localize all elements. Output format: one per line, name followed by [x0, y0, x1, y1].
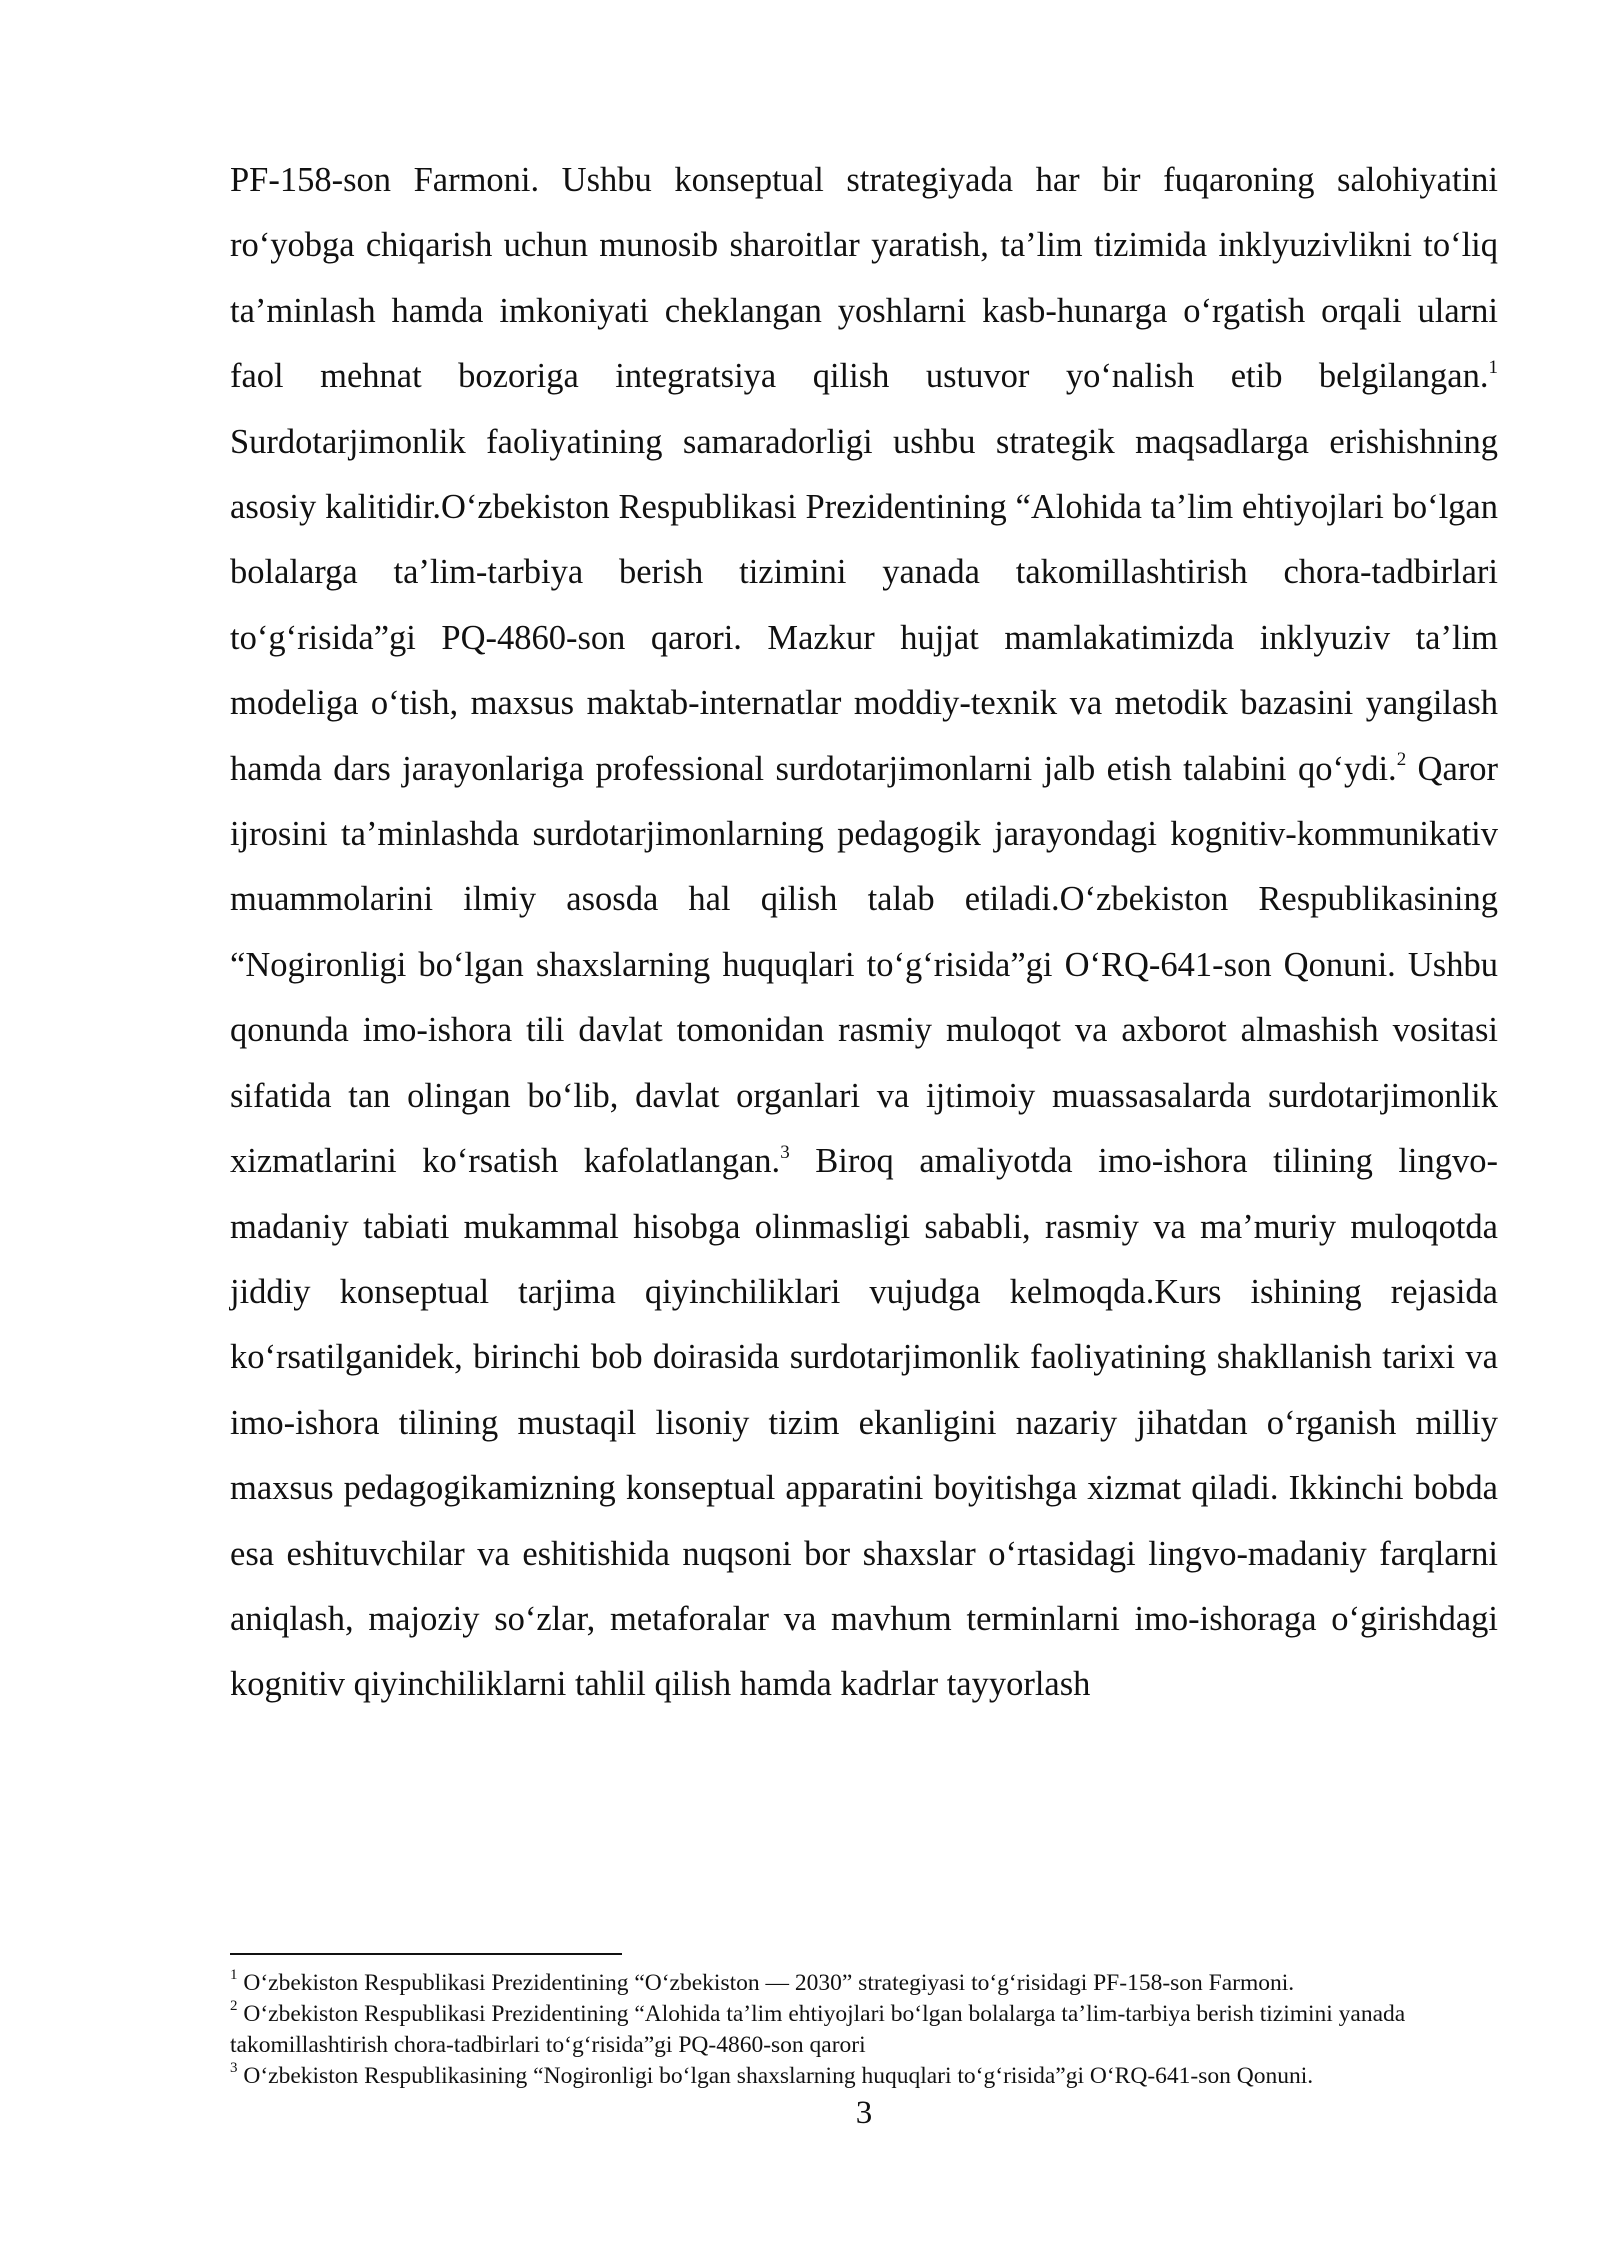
body-paragraph — [230, 148, 1498, 1718]
footnote-1 — [230, 1968, 1498, 1999]
footnote-text: O‘zbekiston Respublikasi Prezidentining “Alohida ta’lim ehtiyojlari bo‘lgan bolalarga ta’lim-tarbiya berish tizimini yanada takomillashtirish chora-tadbirlari to‘g‘risida”gi PQ-4860-son qarori — [230, 2001, 1406, 2058]
paragraph-text: Qaror ijrosini ta’minlashda surdotarjimonlarning pedagogik jarayondagi kognitiv-kommunikativ muammolarini ilmiy asosda hal qilish talab etiladi.O‘zbekiston Respublikasining “Nogironligi bo‘lgan shaxslarning huquqlari to‘g‘risida”gi O‘RQ-641-son Qonuni. Ushbu qonunda imo-ishora tili davlat tomonidan rasmiy muloqot va axborot almashish vositasi sifatida tan olingan bo‘lib, davlat organlari va ijtimoiy muassasalarda surdotarjimonlik xizmatlarini ko‘rsatish kafolatlangan. — [230, 749, 1498, 1181]
footnote-marker: 1 — [230, 1967, 238, 1984]
footnote-marker: 2 — [230, 1998, 238, 2015]
footnote-marker: 3 — [230, 2060, 238, 2077]
footnote-text: O‘zbekiston Respublikasi Prezidentining “O‘zbekiston — 2030” strategiyasi to‘g‘risidagi PF-158-son Farmoni. — [237, 1970, 1295, 1996]
footnote-ref-1[interactable]: 1 — [1488, 356, 1498, 378]
footnote-2 — [230, 1999, 1498, 2061]
footnotes — [230, 1968, 1498, 2092]
paragraph-text: Surdotarjimonlik faoliyatining samaradorligi ushbu strategik maqsadlarga erishishning asosiy kalitidir.O‘zbekiston Respublikasi Prezidentining “Alohida ta’lim ehtiyojlari bo‘lgan bolalarga ta’lim-tarbiya berish tizimini yanada takomillashtirish chora-tadbirlari to‘g‘risida”gi PQ-4860-son qarori. Mazkur hujjat mamlakatimizda inklyuziv ta’lim modeliga o‘tish, maxsus maktab-internatlar moddiy-texnik va metodik bazasini yangilash hamda dars jarayonlariga professional surdotarjimonlarni jalb etish talabini qo‘ydi. — [230, 422, 1498, 788]
footnote-ref-3[interactable]: 3 — [780, 1141, 790, 1163]
page-number: 3 — [855, 2095, 873, 2131]
footnote-ref-2[interactable]: 2 — [1396, 749, 1407, 771]
footnote-3 — [230, 2061, 1498, 2092]
footnote-separator — [230, 1953, 622, 1955]
footnote-text: O‘zbekiston Respublikasining “Nogironligi bo‘lgan shaxslarning huquqlari to‘g‘risida”gi O‘RQ-641-son Qonuni. — [237, 2063, 1314, 2089]
paragraph-text: PF-158-son Farmoni. Ushbu konseptual strategiyada har bir fuqaroning salohiyatini ro‘yobga chiqarish uchun munosib sharoitlar yaratish, ta’lim tizimida inklyuzivlikni to‘liq ta’minlash hamda imkoniyati cheklangan yoshlarni kasb-hunarga o‘rgatish orqali ularni faol mehnat bozoriga integratsiya qilish ustuvor yo‘nalish etib belgilangan. — [230, 161, 1498, 396]
paragraph-text: Biroq amaliyotda imo-ishora tilining lingvo-madaniy tabiati mukammal hisobga olinmasligi sababli, rasmiy va ma’muriy muloqotda jiddiy konseptual tarjima qiyinchiliklari vujudga kelmoqda.Kurs ishining rejasida ko‘rsatilganidek, birinchi bob doirasida surdotarjimonlik faoliyatining shakllanish tarixi va imo-ishora tilining mustaqil lisoniy tizim ekanligini nazariy jihatdan o‘rganish milliy maxsus pedagogikamizning konseptual apparatini boyitishga xizmat qiladi. Ikkinchi bobda esa eshituvchilar va eshitishida nuqsoni bor shaxslar o‘rtasidagi lingvo-madaniy farqlarni aniqlash, majoziy so‘zlar, metaforalar va mavhum terminlarni imo-ishoraga o‘girishdagi kognitiv qiyinchiliklarni tahlil qilish hamda kadrlar tayyorlash — [230, 1142, 1499, 1704]
